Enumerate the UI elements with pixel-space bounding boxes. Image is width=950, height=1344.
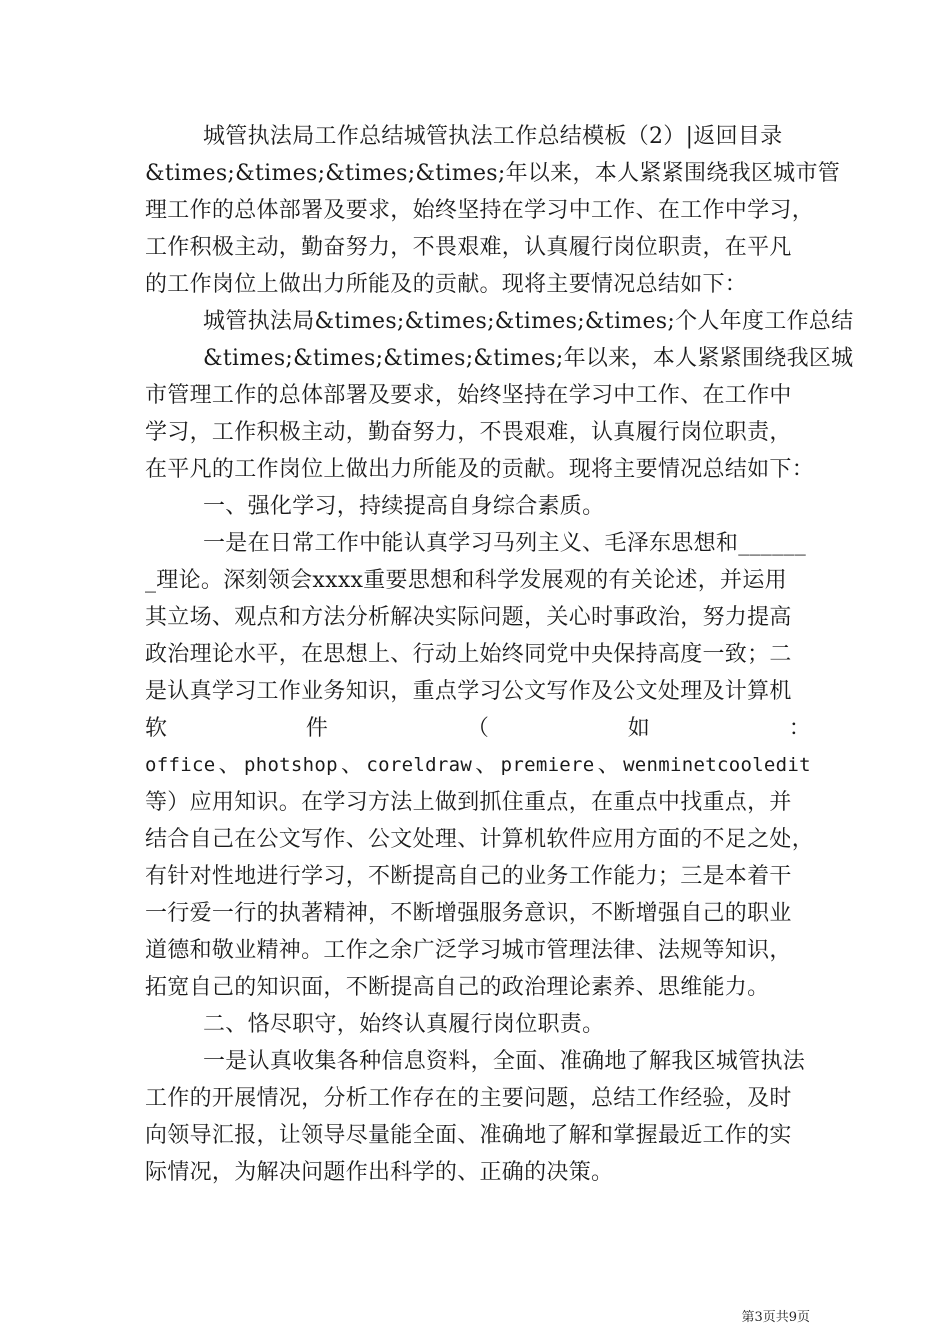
paragraph-line: 一是认真收集各种信息资料，全面、准确地了解我区城管执法 xyxy=(203,1049,806,1074)
paragraph-line: 市管理工作的总体部署及要求，始终坚持在学习中工作、在工作中 xyxy=(145,383,792,408)
software-name: coreldraw xyxy=(366,754,473,776)
paragraph-line: 等）应用知识。在学习方法上做到抓住重点，在重点中找重点，并 xyxy=(145,790,792,815)
paragraph-line: 学习，工作积极主动，勤奋努力，不畏艰难，认真履行岗位职责， xyxy=(145,420,792,445)
paragraph-line: _理论。深刻领会xxxx重要思想和科学发展观的有关论述，并运用 xyxy=(145,568,787,593)
software-name: photshop xyxy=(243,754,338,776)
paragraph-line: 拓宽自己的知识面，不断提高自己的政治理论素养、思维能力。 xyxy=(145,975,770,1000)
document-body xyxy=(145,118,854,1191)
doc-title-line: 城管执法局工作总结城管执法工作总结模板（2）|返回目录 xyxy=(203,124,783,149)
justified-line xyxy=(145,710,811,747)
paragraph-line: 工作的开展情况，分析工作存在的主要问题，总结工作经验，及时 xyxy=(145,1086,792,1111)
paragraph-line: 理工作的总体部署及要求，始终坚持在学习中工作、在工作中学习， xyxy=(145,198,815,223)
paragraph-line: 有针对性地进行学习，不断提高自己的业务工作能力；三是本着干 xyxy=(145,864,792,889)
justified-char: 软 xyxy=(145,716,168,741)
paragraph-line: 是认真学习工作业务知识，重点学习公文写作及公文处理及计算机 xyxy=(145,679,792,704)
separator: 、 xyxy=(475,753,498,778)
justified-char: （ xyxy=(466,716,490,741)
paragraph-line: 一行爱一行的执著精神，不断增强服务意识，不断增强自己的职业 xyxy=(145,901,792,926)
paragraph-line: 政治理论水平，在思想上、行动上始终同党中央保持高度一致；二 xyxy=(145,642,792,667)
paragraph-line: 一是在日常工作中能认真学习马列主义、毛泽东思想和______ xyxy=(203,531,807,556)
page-number: 第3页共9页 xyxy=(741,1310,810,1325)
software-name: office xyxy=(145,754,216,776)
justified-char: 件 xyxy=(305,716,329,741)
heading-two: 二、恪尽职守，始终认真履行岗位职责。 xyxy=(203,1012,605,1037)
section-title-line: 城管执法局&times;&times;&times;&times;个人年度工作总结 xyxy=(203,309,854,334)
paragraph-line: 在平凡的工作岗位上做出力所能及的贡献。现将主要情况总结如下： xyxy=(145,457,815,482)
paragraph-line: &times;&times;&times;&times;年以来，本人紧紧围绕我区城市管 xyxy=(145,161,841,186)
software-name: premiere xyxy=(500,754,595,776)
separator: 、 xyxy=(341,753,364,778)
paragraph-line: 结合自己在公文写作、公文处理、计算机软件应用方面的不足之处， xyxy=(145,827,815,852)
justified-char: 如 xyxy=(627,716,651,741)
paragraph-line: &times;&times;&times;&times;年以来，本人紧紧围绕我区城 xyxy=(203,346,854,371)
paragraph-line: 的工作岗位上做出力所能及的贡献。现将主要情况总结如下： xyxy=(145,272,748,297)
paragraph-line: 际情况，为解决问题作出科学的、正确的决策。 xyxy=(145,1160,614,1185)
paragraph-line: 道德和敬业精神。工作之余广泛学习城市管理法律、法规等知识， xyxy=(145,938,792,963)
separator: 、 xyxy=(597,753,620,778)
paragraph-line: 其立场、观点和方法分析解决实际问题，关心时事政治，努力提高 xyxy=(145,605,792,630)
separator: 、 xyxy=(218,753,241,778)
paragraph-line: 工作积极主动，勤奋努力，不畏艰难，认真履行岗位职责，在平凡 xyxy=(145,235,792,260)
paragraph-line: 向领导汇报，让领导尽量能全面、准确地了解和掌握最近工作的实 xyxy=(145,1123,792,1148)
software-name: wenminetcooledit xyxy=(623,754,811,776)
justified-char: ： xyxy=(788,716,811,741)
heading-one: 一、强化学习，持续提高自身综合素质。 xyxy=(203,494,605,519)
software-list-line xyxy=(145,747,811,784)
